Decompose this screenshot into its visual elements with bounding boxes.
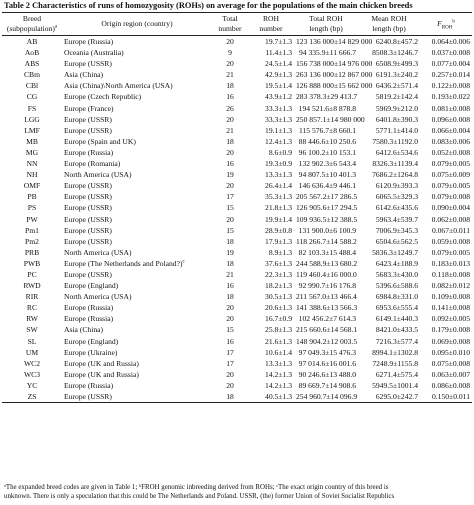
breed-cell: MB (26, 136, 38, 146)
total-number-cell: 17 (226, 347, 234, 357)
origin-cell: Europe (Czech Republic) (64, 92, 142, 102)
roh-number-cell: 14.2±1.3 (265, 380, 292, 390)
total-length-cell: 123 136 000±14 829 000 (296, 37, 373, 46)
breed-cell: PS (27, 203, 37, 213)
table-row (2, 80, 472, 91)
origin-cell: Asia (China) (64, 70, 104, 80)
roh-number-cell: 16.7±0.9 (265, 314, 292, 324)
breed-cell: PWB (23, 258, 41, 268)
mean-length-cell: 5819.2±142.4 (375, 92, 418, 102)
roh-number-cell: 8.9±1.3 (268, 247, 292, 257)
roh-number-cell: 40.5±1.3 (248, 391, 294, 403)
table-row (2, 114, 472, 125)
origin-cell: Europe (Romania) (64, 159, 121, 169)
breed-cell: CBm (23, 70, 41, 80)
total-length-cell: 82 103.3±15 488.4 (298, 247, 356, 257)
origin-cell: Europe (France) (64, 103, 114, 113)
mean-length-cell: 5969.9±212.0 (375, 103, 418, 113)
origin-cell: Europe (USSR) (64, 269, 112, 279)
origin-cell: Europe (USSR) (64, 114, 112, 124)
breed-cell: AB (26, 37, 38, 46)
total-number-cell: 18 (226, 81, 234, 91)
total-number-cell: 20 (226, 369, 234, 379)
table-row (2, 136, 472, 147)
mean-length-cell: 5963.4±539.7 (375, 214, 418, 224)
table-row (2, 69, 472, 80)
roh-number-cell: 25.8±1.3 (265, 325, 292, 335)
table-row (2, 47, 472, 58)
total-length-cell: 94 807.5±10 401.3 (298, 170, 356, 180)
breed-cell: UM (25, 347, 39, 357)
breed-cell: CG (26, 92, 38, 102)
froh-cell: 0.109±0.008 (431, 292, 470, 302)
roh-number-cell: 28.9±0.8 (265, 225, 292, 235)
froh-cell: 0.096±0.008 (431, 114, 470, 124)
header-mean: Mean ROH length (bp) (358, 13, 420, 36)
roh-number-cell: 8.6±0.9 (268, 147, 292, 157)
roh-number-cell: 42.9±1.3 (265, 70, 292, 80)
table-row (2, 58, 472, 69)
breed-cell: NH (26, 170, 38, 180)
table-row (2, 147, 472, 158)
froh-cell: 0.079±0.005 (431, 247, 470, 257)
total-length-cell: 211 567.0±13 466.4 (296, 292, 357, 302)
roh-number-cell: 35.3±1.3 (265, 192, 292, 202)
origin-cell: Europe (USSR) (64, 203, 112, 213)
table-row (2, 169, 472, 180)
origin-cell: Asia (China)\North America (USA) (64, 81, 173, 91)
breed-cell: RIR (25, 292, 39, 302)
roh-number-cell: 21.8±1.3 (265, 203, 292, 213)
table-row (2, 125, 472, 136)
table-row (2, 347, 472, 358)
froh-cell: 0.066±0.004 (431, 125, 470, 135)
froh-cell: 0.067±0.011 (431, 225, 470, 235)
total-length-cell: 132 902.3±6 543.4 (298, 159, 356, 169)
froh-cell: 0.063±0.007 (431, 369, 470, 379)
froh-cell: 0.059±0.008 (431, 236, 470, 246)
table-row (2, 369, 472, 380)
table-row (2, 225, 472, 236)
mean-length-cell: 5396.6±588.6 (375, 281, 418, 291)
total-length-cell: 109 936.5±12 388.5 (296, 214, 358, 224)
mean-length-cell: 6271.4±575.4 (375, 369, 418, 379)
total-length-cell: 156 738 000±14 976 000 (296, 59, 373, 69)
origin-cell: Europe (Russia) (64, 303, 114, 313)
total-number-cell: 15 (226, 325, 234, 335)
roh-number-cell: 33.3±1.3 (265, 103, 292, 113)
mean-length-cell: 6953.6±555.4 (375, 303, 418, 313)
total-length-cell: 148 904.2±12 003.5 (296, 336, 358, 346)
roh-number-cell: 43.9±1.2 (265, 92, 292, 102)
header-roh: ROH number (248, 13, 294, 36)
origin-cell: Europe (Russia) (64, 37, 114, 46)
froh-cell: 0.064±0.006 (431, 37, 470, 46)
froh-cell: 0.075±0.008 (431, 358, 470, 368)
roh-number-cell: 26.4±1.4 (265, 181, 292, 191)
total-length-cell: 131 900.0±6 100.9 (298, 225, 356, 235)
total-number-cell: 15 (226, 203, 234, 213)
froh-cell: 0.079±0.008 (431, 192, 470, 202)
total-number-cell: 20 (226, 147, 234, 157)
roh-number-cell: 24.5±1.4 (265, 59, 292, 69)
mean-length-cell: 7580.3±1192.0 (372, 136, 418, 146)
table-row (2, 269, 472, 280)
total-number-cell: 26 (226, 103, 234, 113)
origin-cell: Europe (Russia) (64, 380, 114, 390)
froh-cell: 0.193±0.022 (431, 92, 470, 102)
table-row (2, 202, 472, 213)
table-body (2, 36, 472, 403)
total-length-cell: 90 246.6±13 488.0 (298, 369, 356, 379)
total-number-cell: 21 (226, 125, 234, 135)
origin-cell: Europe (USSR) (64, 181, 112, 191)
origin-cell: Europe (England) (64, 336, 119, 346)
table-row (2, 302, 472, 313)
table-row (2, 258, 472, 269)
table-row (2, 336, 472, 347)
mean-length-cell: 7248.9±1155.8 (372, 358, 418, 368)
origin-cell: Europe (Russia) (64, 147, 114, 157)
table-row (2, 391, 472, 403)
roh-number-cell: 21.6±1.3 (265, 336, 292, 346)
table-row (2, 158, 472, 169)
roh-number-cell: 12.4±1.3 (265, 136, 292, 146)
froh-cell: 0.150±0.011 (420, 391, 472, 403)
roh-number-cell: 17.9±1.3 (265, 236, 292, 246)
froh-cell: 0.086±0.008 (431, 380, 470, 390)
roh-number-cell: 19.7±1.3 (265, 37, 292, 46)
total-number-cell: 18 (226, 292, 234, 302)
origin-cell: Europe (UK and Russia) (64, 358, 139, 368)
table-row (2, 358, 472, 369)
origin-cell: Europe (The Netherlands and Poland?)$^c$ (64, 258, 185, 268)
total-length-cell: 97 014.6±16 001.6 (298, 358, 356, 368)
total-length-cell: 141 388.6±13 566.3 (296, 303, 358, 313)
roh-number-cell: 10.6±1.4 (265, 347, 292, 357)
header-total: Total number (212, 13, 248, 36)
total-length-cell: 263 136 000±12 867 000 (296, 70, 373, 80)
mean-length-cell: 6149.1±440.3 (375, 314, 418, 324)
mean-length-cell: 6984.8±331.0 (375, 292, 418, 302)
mean-length-cell: 6065.5±329.3 (375, 192, 418, 202)
origin-cell: Oceania (Australia) (64, 48, 124, 58)
mean-length-cell: 5836.3±1249.7 (372, 247, 418, 257)
froh-cell: 0.257±0.014 (431, 70, 470, 80)
total-number-cell: 20 (226, 314, 234, 324)
froh-cell: 0.118±0.008 (431, 269, 470, 279)
roh-number-cell: 18.2±1.3 (265, 281, 292, 291)
mean-length-cell: 6436.2±571.4 (375, 81, 418, 91)
breed-cell: AoB (24, 48, 40, 58)
total-number-cell: 9 (228, 48, 232, 58)
froh-cell: 0.077±0.004 (431, 59, 470, 69)
total-number-cell: 17 (226, 358, 234, 368)
mean-length-cell: 6191.3±240.2 (375, 70, 418, 80)
origin-cell: Europe (UK and Russia) (64, 369, 139, 379)
total-number-cell: 16 (226, 92, 234, 102)
froh-cell: 0.083±0.006 (431, 136, 470, 146)
footnotes (4, 483, 472, 501)
breed-cell: Pm1 (25, 225, 39, 235)
froh-cell: 0.095±0.010 (431, 347, 470, 357)
breed-cell: NN (26, 159, 38, 169)
roh-number-cell: 30.5±1.3 (265, 292, 292, 302)
total-length-cell: 205 567.2±17 286.5 (296, 192, 358, 202)
table-row (2, 291, 472, 302)
total-length-cell: 283 378.3±29 413.7 (296, 92, 358, 102)
roh-number-cell: 14.2±1.3 (265, 369, 292, 379)
roh-number-cell: 19.3±0.9 (265, 159, 292, 169)
breed-cell: YC (26, 380, 38, 390)
total-number-cell: 16 (226, 281, 234, 291)
origin-cell: Europe (USSR) (64, 236, 112, 246)
origin-cell: Europe (Russia) (64, 314, 114, 324)
breed-cell: MG (25, 147, 39, 157)
froh-cell: 0.062±0.008 (431, 214, 470, 224)
mean-length-cell: 6504.6±562.5 (375, 236, 418, 246)
total-number-cell: 18 (226, 136, 234, 146)
table-row (2, 91, 472, 102)
mean-length-cell: 6508.9±499.3 (375, 59, 418, 69)
froh-cell: 0.090±0.004 (431, 203, 470, 213)
mean-length-cell: 8421.0±433.5 (375, 325, 418, 335)
total-length-cell: 215 660.6±14 568.1 (296, 325, 358, 335)
table-caption: Table 2 Characteristics of runs of homozygosity (ROHs) on average for the populations of the main chicken breeds (4, 1, 413, 10)
froh-cell: 0.079±0.005 (431, 181, 470, 191)
table-row (2, 103, 472, 114)
mean-length-cell: 6142.6±435.6 (375, 203, 418, 213)
origin-cell: Europe (USSR) (64, 214, 112, 224)
total-length-cell: 89 669.7±14 908.6 (298, 380, 356, 390)
total-length-cell: 88 446.6±10 250.6 (298, 136, 356, 146)
total-length-cell: 119 460.4±16 000.0 (296, 269, 357, 279)
total-number-cell: 20 (226, 59, 234, 69)
breed-cell: LGG (24, 114, 40, 124)
total-number-cell: 17 (226, 192, 234, 202)
breed-cell: WC3 (23, 369, 41, 379)
roh-number-cell: 19.1±1.3 (265, 125, 292, 135)
roh-number-cell: 33.3±1.3 (265, 114, 292, 124)
origin-cell: North America (USA) (64, 170, 132, 180)
froh-cell: 0.079±0.005 (431, 159, 470, 169)
total-number-cell: 20 (226, 37, 234, 46)
total-number-cell: 16 (226, 336, 234, 346)
total-number-cell: 16 (226, 159, 234, 169)
total-length-cell: 102 456.2±7 614.3 (298, 314, 356, 324)
origin-cell: Europe (USSR) (64, 192, 112, 202)
origin-cell: Europe (USSR) (64, 59, 112, 69)
breed-cell: ABS (24, 59, 40, 69)
footnote-line-2: unknown. There is only a speculation that this could be The Netherlands and Poland. USSR, (the) former Union of Soviet Socialist Republics (4, 493, 395, 500)
mean-length-cell: 8508.3±1246.7 (372, 48, 418, 58)
table-row (2, 313, 472, 324)
froh-cell: 0.081±0.008 (431, 103, 470, 113)
breed-cell: OMF (23, 181, 41, 191)
total-length-cell: 92 990.7±16 176.8 (298, 281, 356, 291)
total-number-cell: 19 (226, 170, 234, 180)
mean-length-cell: 7216.3±577.4 (375, 336, 418, 346)
header-breed: Breed (subpopulation)$^a$ (2, 13, 62, 36)
total-length-cell: 254 960.7±14 096.9 (296, 392, 358, 401)
total-number-cell: 21 (226, 269, 234, 279)
origin-cell: North America (USA) (64, 292, 132, 302)
breed-cell: RC (26, 303, 38, 313)
breed-cell: FS (27, 103, 37, 113)
total-number-cell: 21 (226, 70, 234, 80)
breed-cell: PW (26, 214, 38, 224)
total-number-cell: 15 (226, 225, 234, 235)
total-length-cell: 126 888 000±15 662 000 (296, 81, 373, 91)
breed-cell: SL (27, 336, 37, 346)
total-length-cell: 118 266.7±14 588.2 (296, 236, 357, 246)
total-number-cell: 20 (226, 214, 234, 224)
froh-cell: 0.179±0.008 (431, 325, 470, 335)
table-header-row (2, 13, 472, 36)
total-length-cell: 115 576.7±8 660.1 (298, 125, 356, 135)
roh-table (2, 12, 472, 403)
breed-cell: PC (27, 269, 37, 279)
froh-cell: 0.122±0.008 (431, 81, 470, 91)
total-length-cell: 94 335.9±11 666.7 (298, 48, 356, 58)
roh-number-cell: 13.3±1.3 (265, 170, 292, 180)
origin-cell: Europe (England) (64, 281, 119, 291)
froh-cell: 0.052±0.008 (431, 147, 470, 157)
mean-length-cell: 8994.1±1302.8 (372, 347, 418, 357)
total-length-cell: 97 049.3±15 476.3 (298, 347, 356, 357)
mean-length-cell: 6423.4±188.9 (375, 258, 418, 268)
total-length-cell: 146 636.4±9 446.1 (298, 181, 356, 191)
table-row (2, 280, 472, 291)
breed-cell: SW (26, 325, 38, 335)
header-length: Total ROH length (bp) (294, 13, 358, 36)
table-row (2, 324, 472, 335)
froh-cell: 0.092±0.005 (431, 314, 470, 324)
table-row (2, 247, 472, 258)
mean-length-cell: 6240.8±457.2 (375, 37, 418, 46)
origin-cell: North America (USA) (64, 247, 132, 257)
total-number-cell: 20 (226, 181, 234, 191)
roh-number-cell: 11.4±1.3 (265, 48, 292, 58)
origin-cell: Europe (USSR) (64, 225, 112, 235)
total-number-cell: 18 (226, 258, 234, 268)
total-number-cell: 19 (226, 247, 234, 257)
total-length-cell: 194 521.6±8 878.8 (298, 103, 356, 113)
breed-cell: RW (26, 314, 38, 324)
froh-cell: 0.037±0.008 (431, 48, 470, 58)
total-length-cell: 126 905.6±17 294.5 (296, 203, 358, 213)
origin-cell: Europe (USSR) (62, 391, 212, 403)
origin-cell: Europe (Ukraine) (64, 347, 118, 357)
total-length-cell: 96 100.2±10 153.1 (298, 147, 356, 157)
total-number-cell: 20 (226, 114, 234, 124)
mean-length-cell: 6412.6±534.6 (375, 147, 418, 157)
mean-length-cell: 6295.0±242.7 (358, 391, 420, 403)
table-row (2, 214, 472, 225)
breed-cell: Pm2 (25, 236, 39, 246)
roh-number-cell: 19.5±1.4 (265, 81, 292, 91)
breed-cell: LMF (24, 125, 40, 135)
header-origin: Origin region (country) (62, 13, 212, 36)
mean-length-cell: 5771.1±414.0 (375, 125, 418, 135)
total-number-cell: 20 (226, 303, 234, 313)
mean-length-cell: 8326.3±1139.4 (372, 159, 418, 169)
roh-number-cell: 37.6±1.3 (265, 258, 292, 268)
total-number-cell: 18 (212, 391, 248, 403)
froh-cell: 0.141±0.008 (431, 303, 470, 313)
froh-cell: 0.075±0.009 (431, 170, 470, 180)
roh-number-cell: 22.3±1.3 (265, 269, 292, 279)
roh-number-cell: 13.3±1.3 (265, 358, 292, 368)
breed-cell: WC2 (23, 358, 41, 368)
total-length-cell: 244 588.9±13 680.2 (296, 258, 358, 268)
breed-cell: PRB (24, 247, 40, 257)
breed-cell: CBl (25, 81, 39, 91)
table-row (2, 380, 472, 391)
breed-cell: PB (27, 192, 37, 202)
froh-cell: 0.183±0.013 (431, 258, 470, 268)
header-froh: $F_{ROH}^b$ (420, 13, 472, 36)
mean-length-cell: 5949.5±1001.4 (372, 380, 418, 390)
total-number-cell: 20 (226, 380, 234, 390)
origin-cell: Europe (USSR) (64, 125, 112, 135)
total-length-cell: 250 857.1±14 980 000 (296, 114, 365, 124)
breed-cell: ZS (2, 391, 62, 403)
table-row (2, 36, 472, 48)
breed-cell: RWD (23, 281, 41, 291)
table-row (2, 191, 472, 202)
mean-length-cell: 6120.9±393.3 (375, 181, 418, 191)
roh-number-cell: 19.9±1.4 (265, 214, 292, 224)
froh-cell: 0.069±0.008 (431, 336, 470, 346)
mean-length-cell: 7686.2±1264.8 (372, 170, 418, 180)
origin-cell: Asia (China) (64, 325, 104, 335)
origin-cell: Europe (Spain and UK) (64, 136, 136, 146)
mean-length-cell: 6401.8±390.3 (375, 114, 418, 124)
table-row (2, 236, 472, 247)
footnote-line-1: ᵃThe expanded breed codes are given in Table 1; ᵇFROH genomic inbreeding derived from ROHs; ᶜThe exact origin country of this breed is (4, 484, 389, 491)
froh-cell: 0.082±0.012 (431, 281, 470, 291)
table-row (2, 180, 472, 191)
mean-length-cell: 7006.9±345.3 (375, 225, 418, 235)
roh-number-cell: 20.6±1.3 (265, 303, 292, 313)
mean-length-cell: 5683.3±430.0 (375, 269, 418, 279)
total-number-cell: 18 (226, 236, 234, 246)
